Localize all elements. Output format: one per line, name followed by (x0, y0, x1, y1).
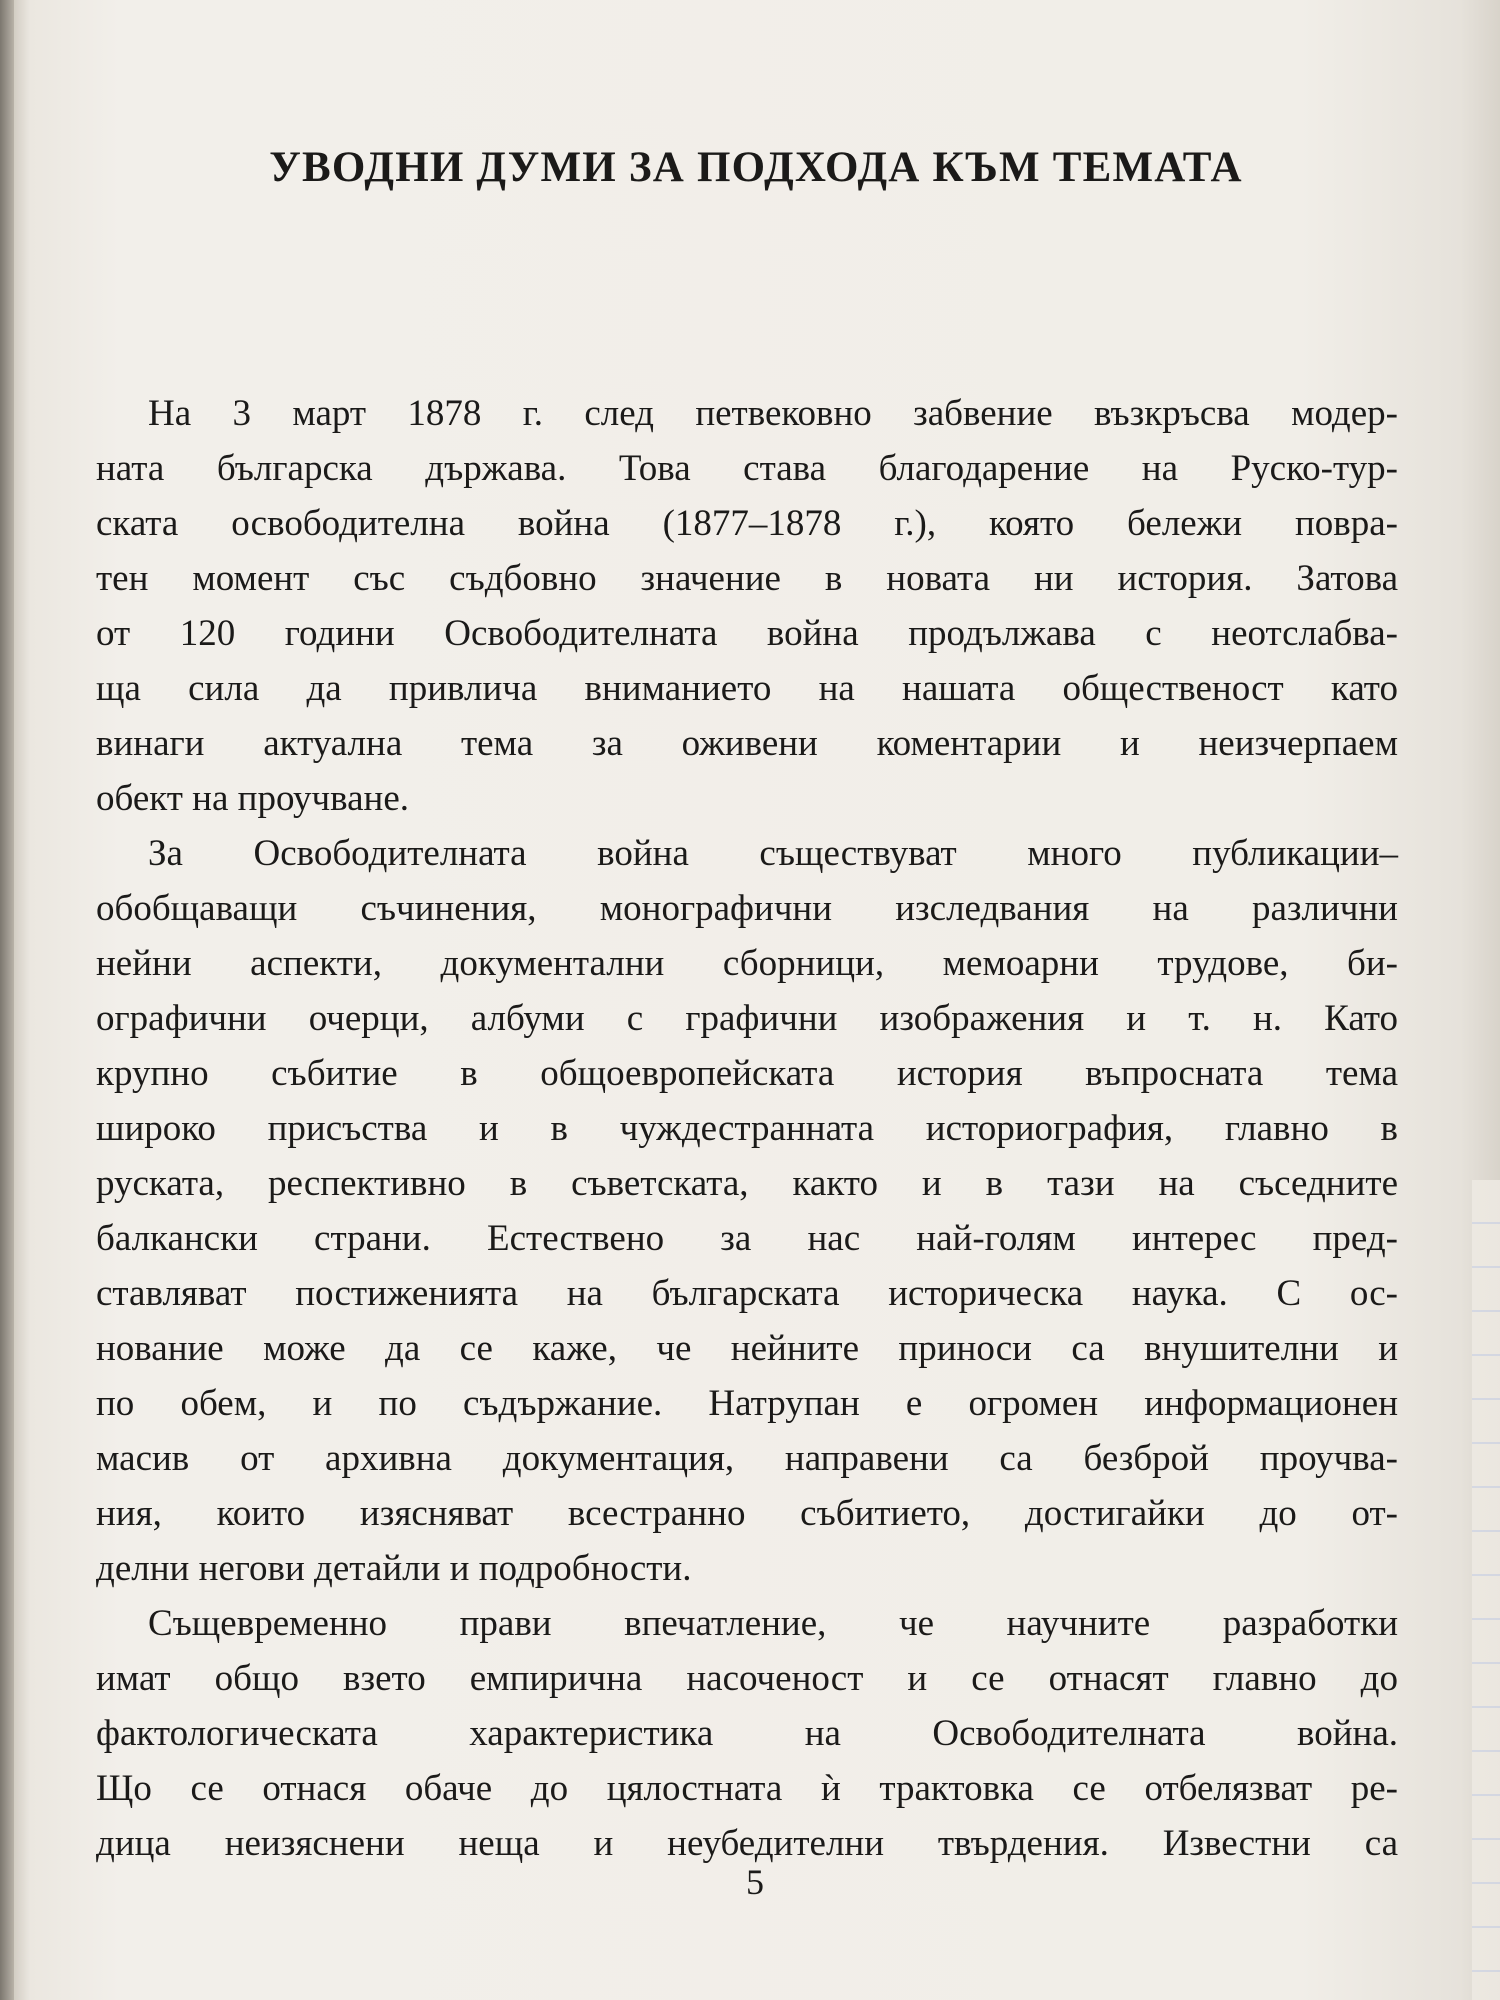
page-number: 5 (746, 1862, 764, 1902)
text-line: от 120 години Освободителната война продължава с неотслабва- (96, 613, 1398, 654)
text-line: дица неизяснени неща и неубедителни твърдения. Известни са (96, 1823, 1398, 1864)
text-line: руската, респективно в съветската, както и в тази на съседните (96, 1163, 1398, 1204)
text-line: имат общо взето емпирична насоченост и се отнасят главно до (96, 1658, 1398, 1699)
text-line: ща сила да привлича вниманието на нашата общественост като (96, 668, 1398, 709)
book-gutter (0, 0, 14, 2000)
text-line: масив от архивна документация, направени са безброй проучва- (96, 1438, 1398, 1479)
text-line: тен момент със съдбовно значение в новата ни история. Затова (96, 558, 1398, 599)
text-line: За Освободителната война съществуват много публикации– (148, 833, 1398, 874)
text-line: крупно събитие в общоевропейската история въпросната тема (96, 1053, 1398, 1094)
text-line: нейни аспекти, документални сборници, мемоарни трудове, би- (96, 943, 1398, 984)
text-line: ния, които изясняват всестранно събитието, достигайки до от- (96, 1493, 1398, 1534)
text-line: Що се отнася обаче до цялостната ѝ трактовка се отбелязват ре- (96, 1768, 1398, 1809)
adjacent-page-edge (1472, 1180, 1500, 2000)
text-line: ографични очерци, албуми с графични изображения и т. н. Като (96, 998, 1398, 1039)
text-line: ставляват постиженията на българската историческа наука. С ос- (96, 1273, 1398, 1314)
text-line: делни негови детайли и подробности. (96, 1548, 692, 1589)
text-line: На 3 март 1878 г. след петвековно забвение възкръсва модер- (148, 393, 1398, 434)
text-line: балкански страни. Естествено за нас най-голям интерес пред- (96, 1218, 1398, 1259)
text-line: ната българска държава. Това става благодарение на Руско-тур- (96, 448, 1398, 489)
text-line: винаги актуална тема за оживени коментарии и неизчерпаем (96, 723, 1398, 764)
chapter-title: УВОДНИ ДУМИ ЗА ПОДХОДА КЪМ ТЕМАТА (269, 144, 1243, 191)
text-line: широко присъства и в чуждестранната историография, главно в (96, 1108, 1398, 1149)
text-line: Същевременно прави впечатление, че научните разработки (148, 1603, 1398, 1644)
text-line: ската освободителна война (1877–1878 г.), която бележи повра- (96, 503, 1398, 544)
text-line: обект на проучване. (96, 778, 410, 819)
text-line: обобщаващи съчинения, монографични изследвания на различни (96, 888, 1398, 929)
text-line: по обем, и по съдържание. Натрупан е огромен информационен (96, 1383, 1398, 1424)
text-line: нование може да се каже, че нейните приноси са внушителни и (96, 1328, 1398, 1369)
text-line: фактологическата характеристика на Освободителната война. (96, 1713, 1398, 1754)
